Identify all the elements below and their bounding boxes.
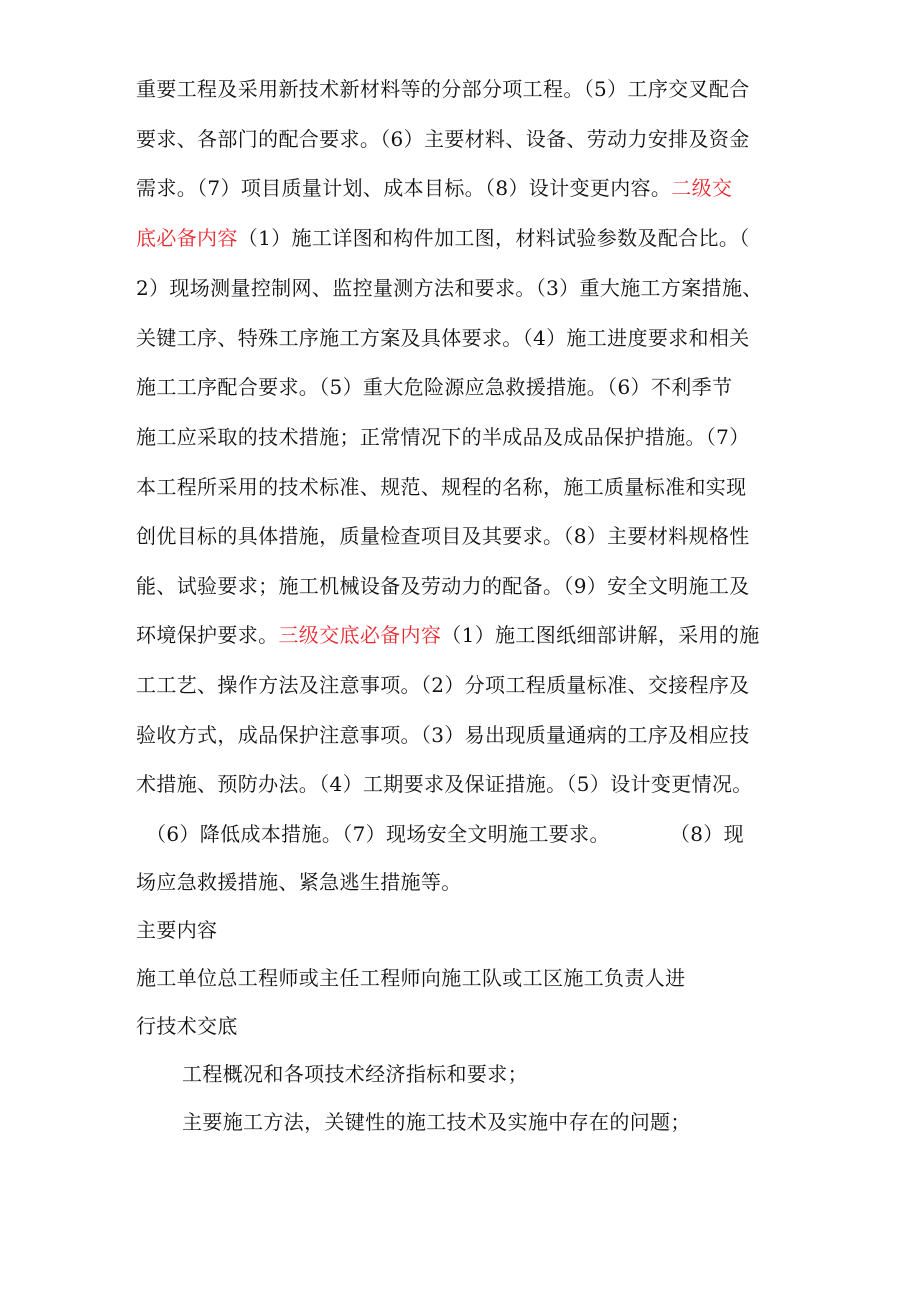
text-span: （8）现 <box>679 822 744 846</box>
paragraph-line: 能、试验要求；施工机械设备及劳动力的配备。（9）安全文明施工及 <box>136 574 750 598</box>
heading-main-content: 主要内容 <box>136 918 218 942</box>
paragraph-line <box>136 175 732 201</box>
paragraph-line: 场应急救援措施、紧急逃生措施等。 <box>136 870 462 894</box>
text-span: （1）施工图纸细部讲解，采用的施 <box>441 623 760 647</box>
text-span: 环境保护要求。 <box>136 623 279 647</box>
paragraph-line <box>136 225 750 251</box>
text-span: 需求。（7）项目质量计划、成本目标。（8）设计变更内容。 <box>136 176 672 200</box>
paragraph-line: 施工应采取的技术措施；正常情况下的半成品及成品保护措施。（7） <box>136 425 750 449</box>
paragraph-line: 施工单位总工程师或主任工程师向施工队或工区施工负责人进 <box>136 966 686 990</box>
paragraph-line: 本工程所采用的技术标准、规范、规程的名称，施工质量标准和实现 <box>136 475 747 499</box>
paragraph-line: 术措施、预防办法。（4）工期要求及保证措施。（5）设计变更情况。 <box>136 772 753 796</box>
text-span: （1）施工详图和构件加工图，材料试验参数及配合比。（ <box>237 226 750 250</box>
paragraph-line: 创优目标的具体措施，质量检查项目及其要求。（8）主要材料规格性 <box>136 524 750 548</box>
paragraph-line: 要求、各部门的配合要求。（6）主要材料、设备、劳动力安排及资金 <box>136 127 750 151</box>
section-heading-level-2: 二级交 <box>671 176 733 200</box>
paragraph-line: 行技术交底 <box>136 1014 238 1038</box>
list-item: 主要施工方法，关键性的施工技术及实施中存在的问题； <box>182 1110 691 1134</box>
paragraph-line: 重要工程及采用新技术新材料等的分部分项工程。（5）工序交叉配合 <box>136 77 750 101</box>
paragraph-line: 关键工序、特殊工序施工方案及具体要求。（4）施工进度要求和相关 <box>136 326 750 350</box>
paragraph-line <box>136 622 760 648</box>
section-heading-level-2-cont: 底必备内容 <box>136 226 238 250</box>
paragraph-line: 验收方式，成品保护注意事项。（3）易出现质量通病的工序及相应技 <box>136 723 750 747</box>
paragraph-line: 施工工序配合要求。（5）重大危险源应急救援措施。（6）不利季节 <box>136 375 733 399</box>
text-span: （6）降低成本措施。（7）现场安全文明施工要求。 <box>146 822 610 846</box>
section-heading-level-3: 三级交底必备内容 <box>278 623 442 647</box>
paragraph-line: 2）现场测量控制网、监控量测方法和要求。（3）重大施工方案措施、 <box>136 276 763 300</box>
paragraph-line <box>146 821 744 847</box>
list-item: 工程概况和各项技术经济指标和要求； <box>182 1062 528 1086</box>
paragraph-line: 工工艺、操作方法及注意事项。（2）分项工程质量标准、交接程序及 <box>136 673 750 697</box>
